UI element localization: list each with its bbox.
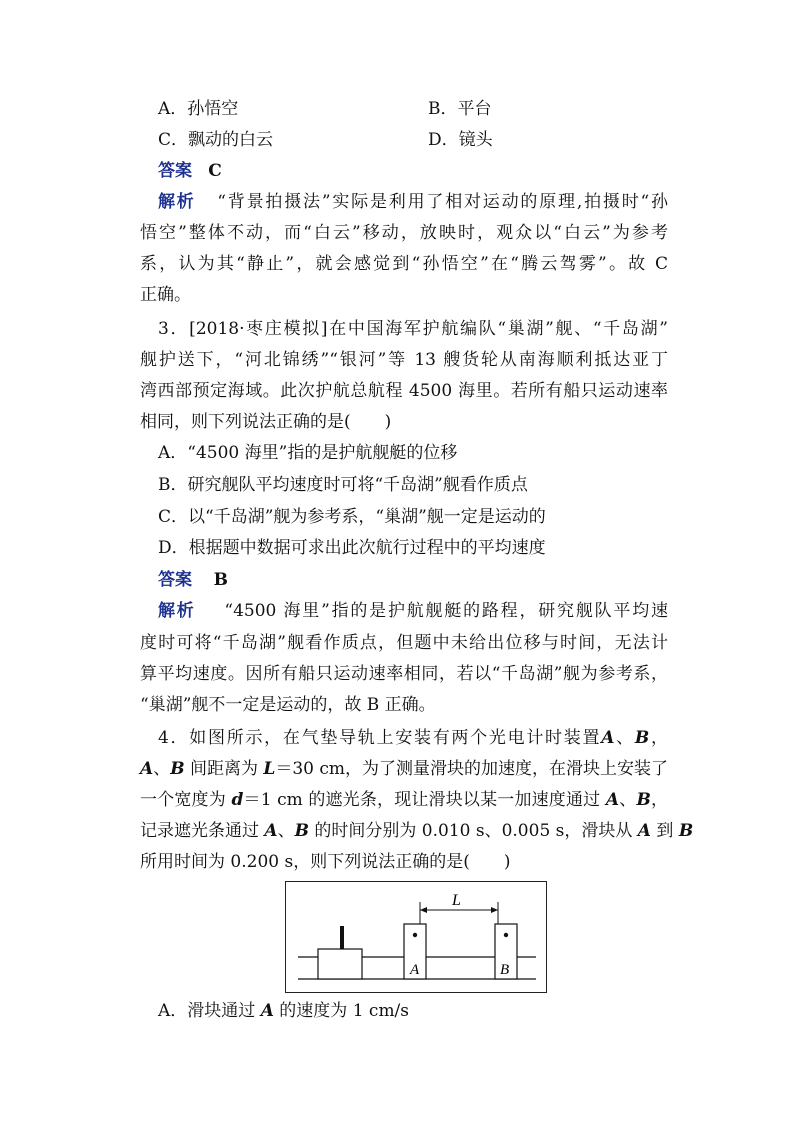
label-b: B [500, 962, 510, 978]
q2-answer [158, 160, 222, 182]
q3-option-b: B．研究舰队平均速度时可将“千岛湖”舰看作质点 [158, 475, 528, 495]
q4-stem-line-1: 4．如图所示，在气垫导轨上安装有两个光电计时装置A、B， [158, 728, 668, 748]
q3-option-a: A．“4500 海里”指的是护航舰艇的位移 [158, 443, 458, 463]
q4-option-a: A．滑块通过 A 的速度为 1 cm/s [158, 1001, 410, 1021]
q2-analysis-line-2: 悟空”整体不动，而“白云”移动，放映时，观众以“白云”为参考 [140, 223, 668, 243]
air-track-figure [285, 881, 547, 993]
q3-stem-line-3: 湾西部预定海域。此次护航总航程 4500 海里。若所有船只运动速率 [140, 381, 668, 401]
q3-analysis-line-1 [158, 600, 668, 622]
q2-analysis-line-3: 系，认为其“静止”，就会感觉到“孙悟空”在“腾云驾雾”。故 C [140, 254, 668, 274]
q2-option-b: B．平台 [428, 99, 492, 119]
q2-analysis-line-4: 正确。 [140, 285, 191, 305]
analysis-label: 解析 [158, 601, 196, 621]
q4-stem-line-5: 所用时间为 0.200 s，则下列说法正确的是( ) [140, 852, 511, 872]
arrow-head-right [491, 907, 498, 913]
q2-option-d: D．镜头 [428, 130, 493, 150]
label-a: A [410, 962, 420, 978]
q3-option-d: D．根据题中数据可求出此次航行过程中的平均速度 [158, 538, 546, 558]
q3-stem-line-2: 舰护送下，“河北锦绣”“银河”等 13 艘货轮从南海顺利抵达亚丁 [140, 350, 668, 370]
q4-stem-line-2: A、B 间距离为 L＝30 cm，为了测量滑块的加速度，在滑块上安装了 [140, 759, 669, 779]
q2-option-a: A．孙悟空 [158, 99, 239, 119]
q3-analysis-line-2: 度时可将“千岛湖”舰看作质点，但题中未给出位移与时间，无法计 [140, 633, 668, 653]
arrow-head-left [420, 907, 427, 913]
q4-stem-line-4: 记录遮光条通过 A、B 的时间分别为 0.010 s、0.005 s，滑块从 A 到 B [140, 821, 694, 841]
q3-answer [158, 569, 228, 591]
analysis-text: “4500 海里”指的是护航舰艇的路程，研究舰队平均速 [224, 601, 668, 621]
q3-option-c: C．以“千岛湖”舰为参考系，“巢湖”舰一定是运动的 [158, 507, 546, 527]
photogate-a-dot [413, 933, 417, 937]
answer-value: C [208, 161, 222, 181]
q2-option-c: C．飘动的白云 [158, 130, 274, 150]
q3-analysis-line-4: “巢湖”舰不一定是运动的，故 B 正确。 [140, 695, 436, 715]
q3-stem-line-1: 3．[2018·枣庄模拟]在中国海军护航编队“巢湖”舰、“千岛湖” [158, 319, 668, 339]
air-track-diagram [286, 882, 546, 992]
analysis-label: 解析 [158, 192, 196, 212]
q4-stem-line-3: 一个宽度为 d＝1 cm 的遮光条，现让滑块以某一加速度通过 A、B， [140, 790, 669, 810]
q2-analysis-line-1 [158, 191, 668, 213]
answer-label: 答案 [158, 570, 192, 590]
analysis-text: “背景拍摄法”实际是利用了相对运动的原理,拍摄时“孙 [217, 192, 669, 212]
slider-block [318, 949, 362, 979]
photogate-b-dot [504, 933, 508, 937]
q3-analysis-line-3: 算平均速度。因所有船只运动速率相同，若以“千岛湖”舰为参考系， [140, 664, 668, 684]
label-l: L [452, 892, 461, 909]
shading-strip [340, 926, 344, 949]
q3-stem-line-4: 相同，则下列说法正确的是( ) [140, 412, 392, 432]
answer-value: B [213, 570, 228, 590]
answer-label: 答案 [158, 161, 192, 181]
